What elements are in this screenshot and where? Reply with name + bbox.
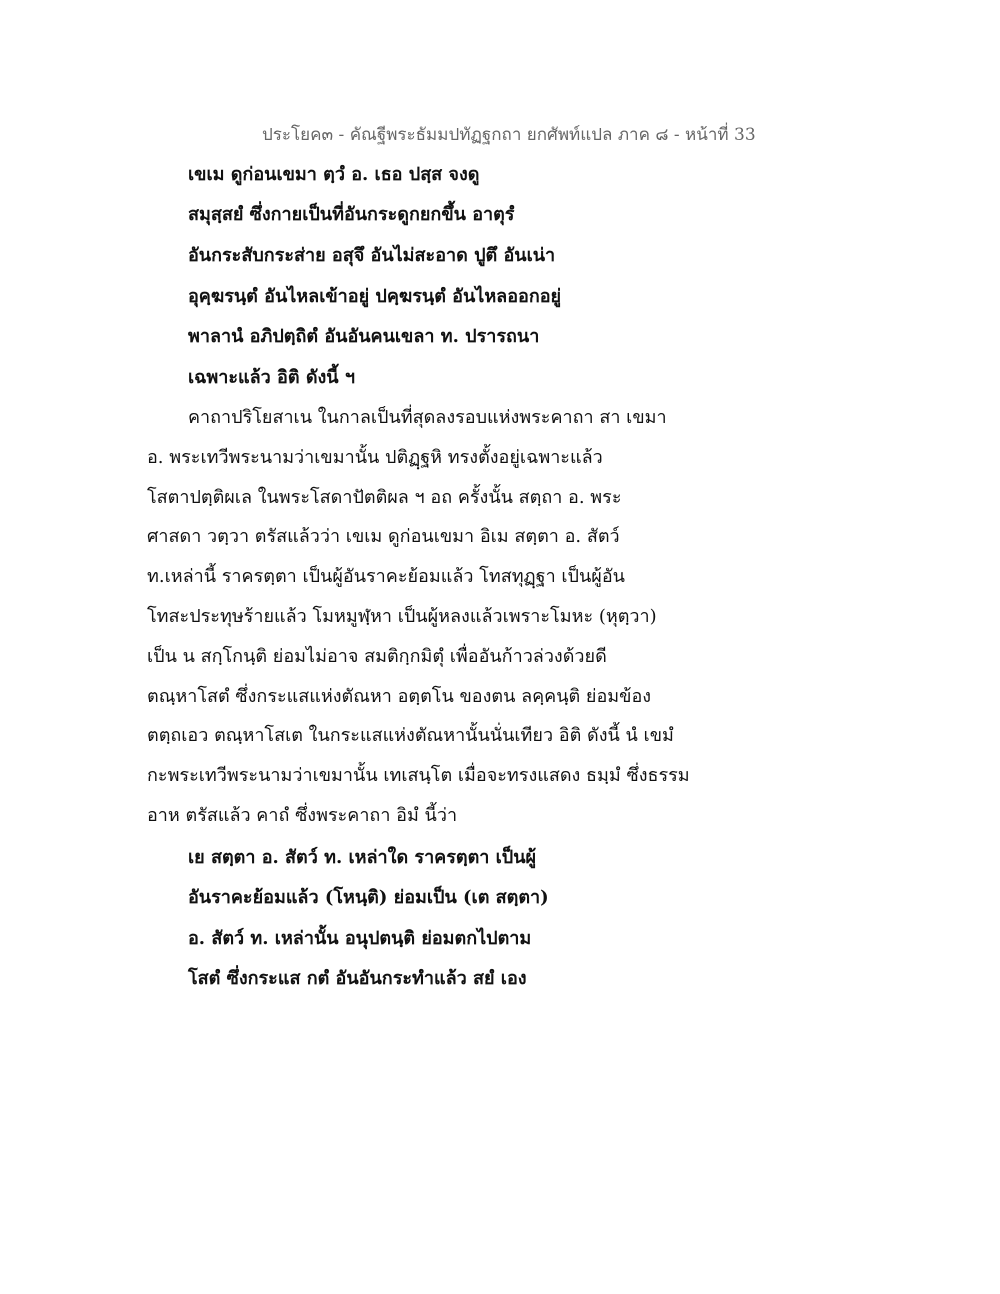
paragraph-line: เป็น น สกฺโกนฺติ ย่อมไม่อาจ สมติกฺกมิตุํ เพื่ออันก้าวล่วงด้วยดี [147,646,607,667]
paragraph-line: อาห ตรัสแล้ว คาถํ ซึ่งพระคาถา อิมํ นี้ว่า [147,805,458,826]
verse-line: อ. สัตว์ ท. เหล่านั้น อนุปตนฺติ ย่อมตกไปตาม [188,928,532,949]
verse-line: โสตํ ซึ่งกระแส กตํ อันอันกระทำแล้ว สยํ เอง [188,968,527,989]
verse-line: พาลานํ อภิปตฺถิตํ อันอันคนเขลา ท. ปรารถนา [188,326,540,347]
paragraph-line: อ. พระเทวีพระนามว่าเขมานั้น ปติฏฺฐหิ ทรงตั้งอยู่เฉพาะแล้ว [147,447,603,468]
paragraph-line: ศาสดา วตฺวา ตรัสแล้วว่า เขเม ดูก่อนเขมา อิเม สตฺตา อ. สัตว์ [147,526,620,547]
paragraph-line: คาถาปริโยสาเน ในกาลเป็นที่สุดลงรอบแห่งพระคาถา สา เขมา [188,407,667,428]
paragraph-line: กะพระเทวีพระนามว่าเขมานั้น เทเสนฺโต เมื่อจะทรงแสดง ธมฺมํ ซึ่งธรรม [147,765,690,786]
running-header: ประโยค๓ - คัณฐีพระธัมมปทัฏฐกถา ยกศัพท์แปล ภาค ๘ - หน้าที่ 33 [262,125,756,145]
paragraph-line: โทสะประทุษร้ายแล้ว โมหมูฬฺหา เป็นผู้หลงแล้วเพราะโมหะ (หุตฺวา) [147,606,657,627]
verse-line: อันราคะย้อมแล้ว (โหนฺติ) ย่อมเป็น (เต สตฺตา) [188,887,549,908]
verse-line: อุคฺฆรนฺตํ อันไหลเข้าอยู่ ปคฺฆรนฺตํ อันไหลออกอยู่ [188,286,562,307]
paragraph-line: ท.เหล่านี้ ราครตฺตา เป็นผู้อันราคะย้อมแล้ว โทสทุฏฺฐา เป็นผู้อัน [147,566,625,587]
verse-line: เฉพาะแล้ว อิติ ดังนี้ ฯ [188,367,355,388]
verse-line: สมุสฺสยํ ซึ่งกายเป็นที่อันกระดูกยกขึ้น อาตุรํ [188,204,515,225]
paragraph-line: ตณฺหาโสตํ ซึ่งกระแสแห่งตัณหา อตฺตโน ของตน ลคฺคนฺติ ย่อมข้อง [147,686,652,707]
paragraph-line: โสตาปตฺติผเล ในพระโสดาปัตติผล ฯ อถ ครั้งนั้น สตฺถา อ. พระ [147,487,622,508]
verse-line: เย สตฺตา อ. สัตว์ ท. เหล่าใด ราครตฺตา เป็นผู้ [188,847,537,868]
verse-line: เขเม ดูก่อนเขมา ตฺวํ อ. เธอ ปสฺส จงดู [188,164,480,185]
verse-line: อันกระสับกระส่าย อสุจึ อันไม่สะอาด ปูตึ อันเน่า [188,245,556,266]
paragraph-line: ตตฺถเอว ตณฺหาโสเต ในกระแสแห่งตัณหานั้นนั่นเทียว อิติ ดังนี้ นํ เขมํ [147,725,674,746]
